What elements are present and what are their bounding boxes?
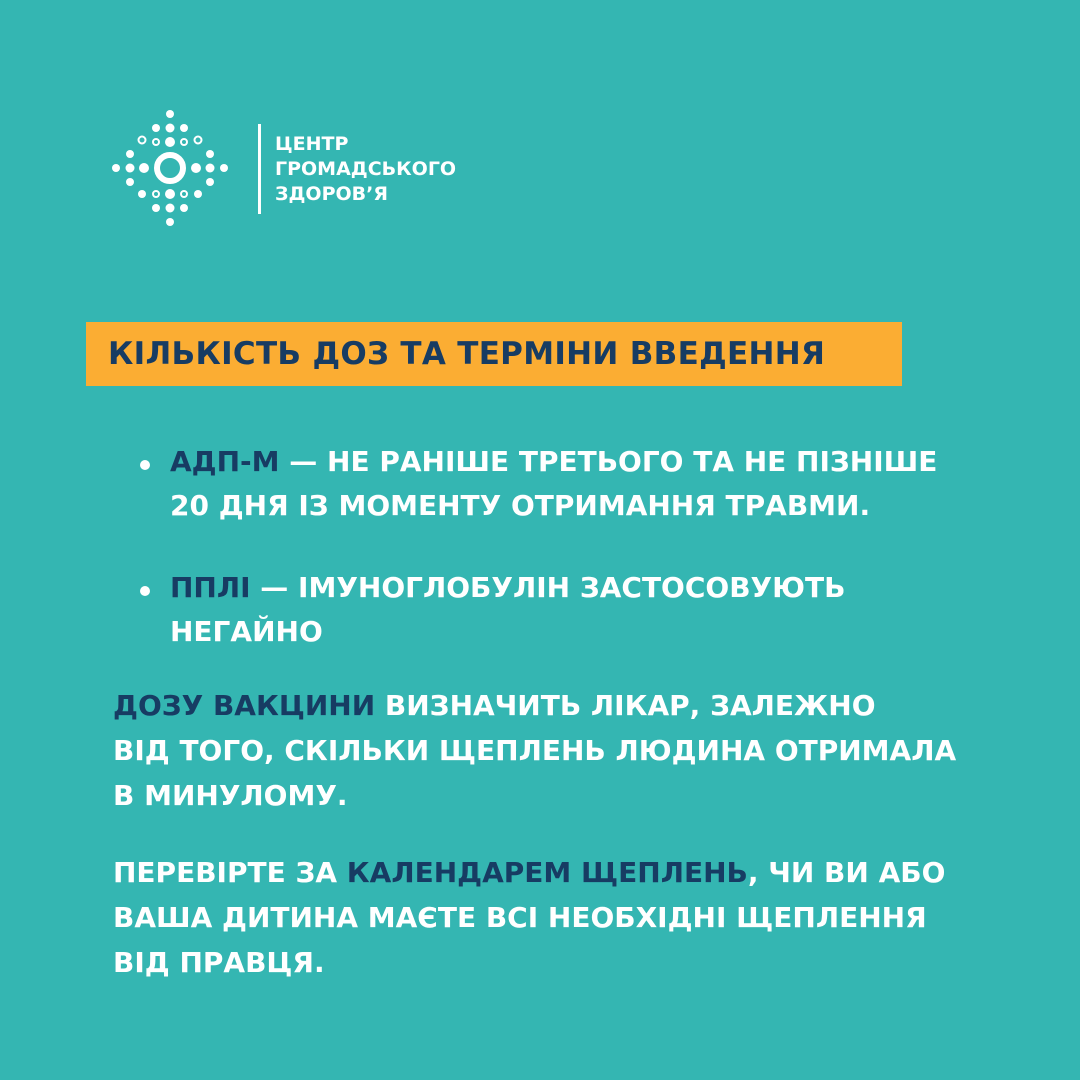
heading-banner bbox=[86, 322, 902, 386]
vaccine-description: — НЕ РАНІШЕ ТРЕТЬОГО ТА НЕ ПІЗНІШЕ 20 ДНЯ ІЗ МОМЕНТУ ОТРИМАННЯ ТРАВМИ. bbox=[170, 445, 938, 522]
vaccine-description: — ІМУНОГЛОБУЛІН ЗАСТОСОВУЮТЬ НЕГАЙНО bbox=[170, 571, 846, 648]
organization-name-line-2: ГРОМАДСЬКОГО bbox=[275, 157, 457, 180]
paragraph-text: ВІД ТОГО, СКІЛЬКИ ЩЕПЛЕНЬ ЛЮДИНА ОТРИМАЛА bbox=[113, 734, 957, 767]
paragraph-text: ВАША ДИТИНА МАЄТЕ ВСІ НЕОБХІДНІ ЩЕПЛЕННЯ bbox=[113, 901, 927, 934]
vaccine-term: ППЛІ bbox=[170, 571, 251, 604]
paragraph-text: ПЕРЕВІРТЕ ЗА bbox=[113, 856, 347, 889]
organization-name-line-3: ЗДОРОВ’Я bbox=[275, 182, 388, 205]
bullet-icon bbox=[140, 586, 150, 596]
calendar-paragraph bbox=[113, 850, 1053, 985]
paragraph-text: ВІД ПРАВЦЯ. bbox=[113, 946, 325, 979]
list-item bbox=[140, 566, 1020, 654]
dose-list bbox=[140, 440, 1020, 692]
paragraph-text: В МИНУЛОМУ. bbox=[113, 779, 348, 812]
list-item-text bbox=[170, 566, 845, 654]
paragraph-text: , ЧИ ВИ АБО bbox=[747, 856, 946, 889]
logo-divider bbox=[258, 124, 261, 214]
heading-title: КІЛЬКІСТЬ ДОЗ ТА ТЕРМІНИ ВВЕДЕННЯ bbox=[108, 336, 826, 372]
bullet-icon bbox=[140, 460, 150, 470]
vaccination-calendar-highlight: КАЛЕНДАРЕМ ЩЕПЛЕНЬ bbox=[346, 856, 748, 889]
vaccine-term: АДП-М bbox=[170, 445, 280, 478]
organization-logo bbox=[112, 108, 456, 230]
paragraph-highlight: ДОЗУ ВАКЦИНИ bbox=[113, 689, 376, 722]
organization-name bbox=[275, 132, 456, 207]
paragraph-text: ВИЗНАЧИТЬ ЛІКАР, ЗАЛЕЖНО bbox=[375, 689, 876, 722]
dose-paragraph bbox=[113, 683, 1053, 818]
emblem-icon bbox=[112, 108, 232, 230]
list-item-text bbox=[170, 440, 937, 528]
list-item bbox=[140, 440, 1020, 528]
organization-name-line-1: ЦЕНТР bbox=[275, 132, 349, 155]
